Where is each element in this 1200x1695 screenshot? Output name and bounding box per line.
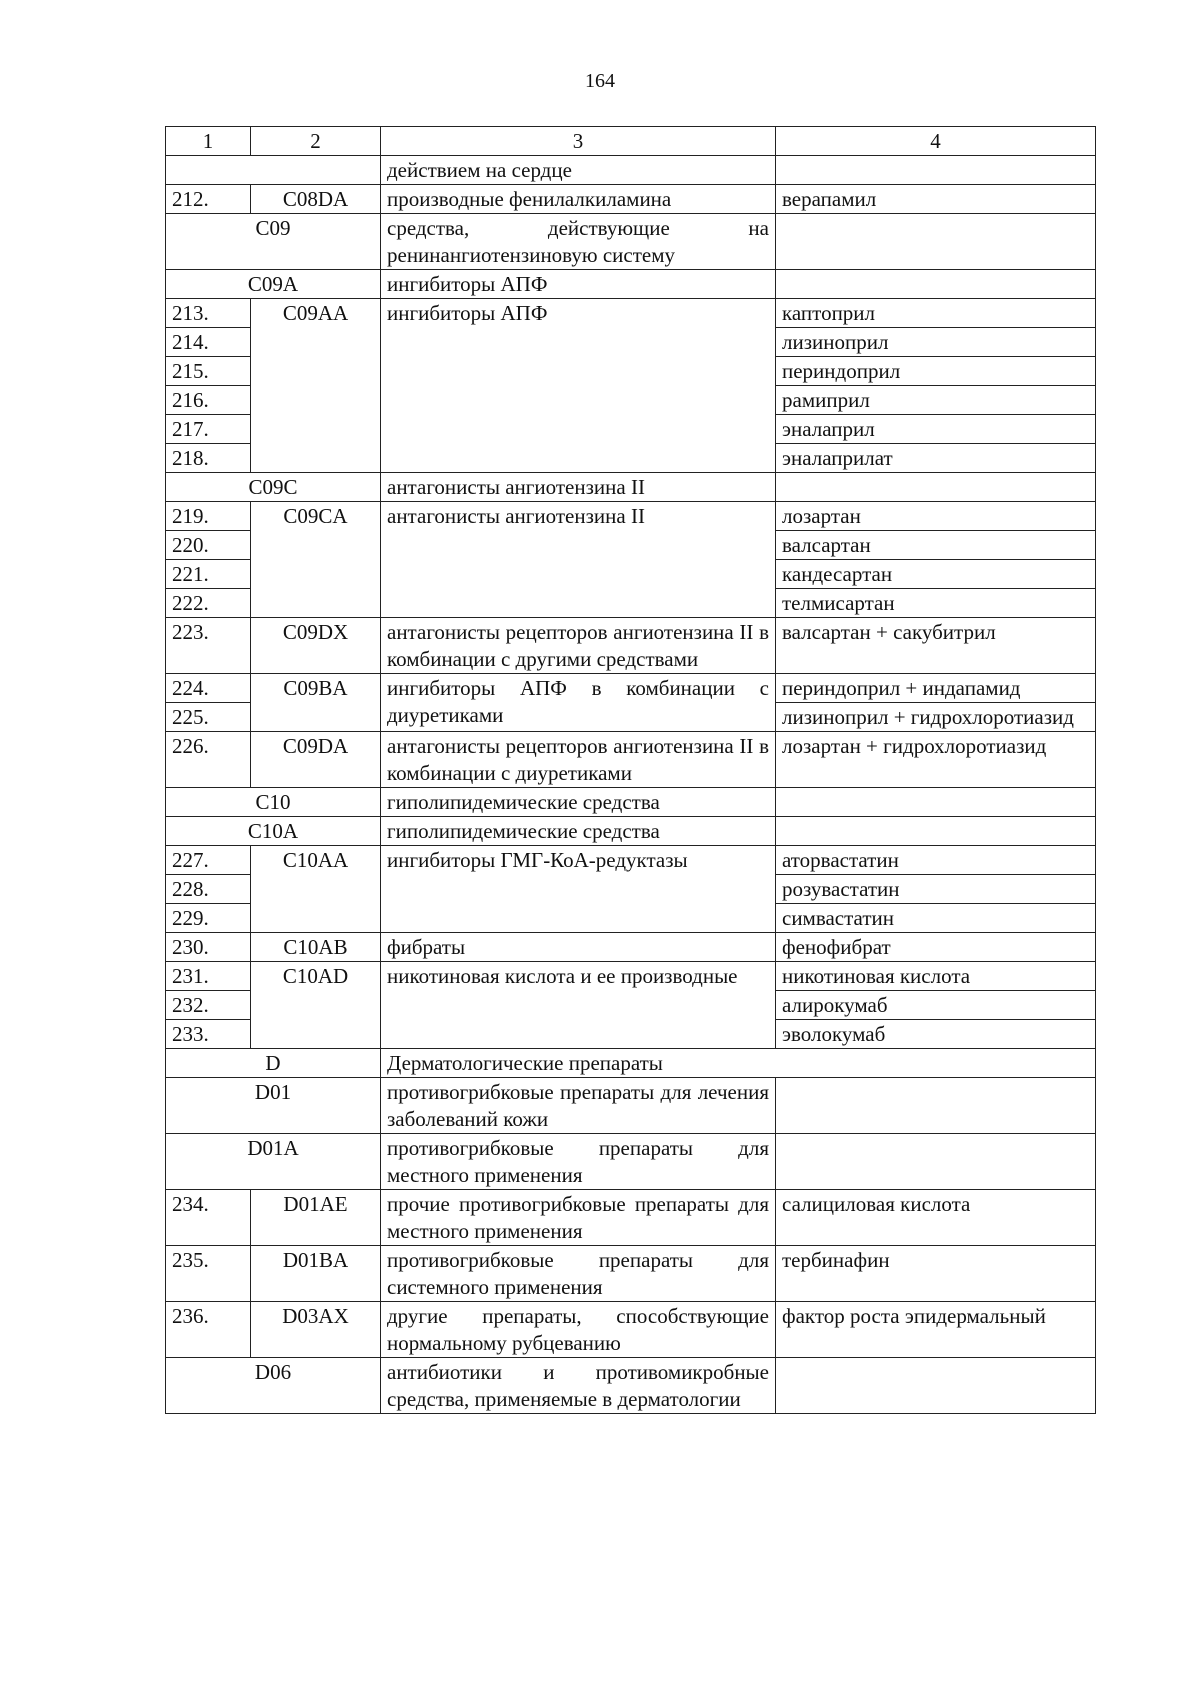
atc-code: C09AA (251, 299, 381, 473)
atc-code: D01BA (251, 1246, 381, 1302)
drug-name (776, 270, 1096, 299)
atc-code: C09BA (251, 674, 381, 732)
group-description: противогрибковые препараты для лечения заболеваний кожи (381, 1078, 776, 1134)
section-row (166, 473, 1096, 502)
table-row (166, 502, 1096, 531)
drug-name: салициловая кислота (776, 1190, 1096, 1246)
group-description: антагонисты ангиотензина II (381, 502, 776, 618)
drug-name: фактор роста эпидермальный (776, 1302, 1096, 1358)
atc-code: C09 (166, 214, 381, 270)
drug-name (776, 1134, 1096, 1190)
atc-code: C10A (166, 817, 381, 846)
atc-code: C10AA (251, 846, 381, 933)
section-row (166, 1049, 1096, 1078)
atc-code: D01A (166, 1134, 381, 1190)
atc-code: D (166, 1049, 381, 1078)
row-number: 216. (166, 386, 251, 415)
row-number: 221. (166, 560, 251, 589)
table-row (166, 962, 1096, 991)
group-description: антагонисты ангиотензина II (381, 473, 776, 502)
drug-name: валсартан (776, 531, 1096, 560)
row-number: 222. (166, 589, 251, 618)
atc-code: C09C (166, 473, 381, 502)
column-header: 1 (166, 127, 251, 156)
drug-name: валсартан + сакубитрил (776, 618, 1096, 674)
atc-code: D06 (166, 1358, 381, 1414)
table-row (166, 1246, 1096, 1302)
row-number: 219. (166, 502, 251, 531)
section-title: Дерматологические препараты (381, 1049, 1096, 1078)
row-number: 227. (166, 846, 251, 875)
drug-name (776, 1358, 1096, 1414)
group-description: ингибиторы АПФ (381, 270, 776, 299)
section-row (166, 788, 1096, 817)
section-row (166, 270, 1096, 299)
row-number: 226. (166, 732, 251, 788)
drug-name: кандесартан (776, 560, 1096, 589)
row-number: 229. (166, 904, 251, 933)
row-number: 231. (166, 962, 251, 991)
column-header: 4 (776, 127, 1096, 156)
drug-name: эналаприлат (776, 444, 1096, 473)
group-description: противогрибковые препараты для местного применения (381, 1134, 776, 1190)
drug-name: никотиновая кислота (776, 962, 1096, 991)
group-description: средства, действующие на ренинангиотензиновую систему (381, 214, 776, 270)
atc-code: D01 (166, 1078, 381, 1134)
drug-name: периндоприл (776, 357, 1096, 386)
row-number: 224. (166, 674, 251, 703)
atc-code: C09DX (251, 618, 381, 674)
drug-name (776, 817, 1096, 846)
table-row (166, 618, 1096, 674)
row-number: 234. (166, 1190, 251, 1246)
page-number: 164 (585, 70, 615, 92)
drug-name: аторвастатин (776, 846, 1096, 875)
atc-code: C09DA (251, 732, 381, 788)
section-row (166, 1078, 1096, 1134)
table-row (166, 299, 1096, 328)
row-number: 225. (166, 703, 251, 732)
empty-cell (166, 156, 381, 185)
atc-code: C10AD (251, 962, 381, 1049)
table-row (166, 1302, 1096, 1358)
group-description: ингибиторы АПФ (381, 299, 776, 473)
table-row (166, 156, 1096, 185)
drug-name: эволокумаб (776, 1020, 1096, 1049)
row-number: 232. (166, 991, 251, 1020)
row-number: 218. (166, 444, 251, 473)
drug-name: лизиноприл (776, 328, 1096, 357)
column-header: 3 (381, 127, 776, 156)
drug-name: периндоприл + индапамид (776, 674, 1096, 703)
atc-code: C09A (166, 270, 381, 299)
drug-name: верапамил (776, 185, 1096, 214)
row-number: 235. (166, 1246, 251, 1302)
drug-name (776, 1078, 1096, 1134)
group-description: прочие противогрибковые препараты для местного применения (381, 1190, 776, 1246)
drug-name (776, 788, 1096, 817)
column-header: 2 (251, 127, 381, 156)
drug-name (776, 214, 1096, 270)
atc-code: C08DA (251, 185, 381, 214)
drug-name: симвастатин (776, 904, 1096, 933)
table-row (166, 674, 1096, 703)
drug-name: каптоприл (776, 299, 1096, 328)
atc-code: D01AE (251, 1190, 381, 1246)
drug-name (776, 473, 1096, 502)
table-header-row (166, 127, 1096, 156)
table-body (166, 127, 1096, 1414)
group-description: никотиновая кислота и ее производные (381, 962, 776, 1049)
group-description: ингибиторы ГМГ-КоА-редуктазы (381, 846, 776, 933)
section-row (166, 1134, 1096, 1190)
drug-name: лозартан + гидрохлоротиазид (776, 732, 1096, 788)
drug-name: лозартан (776, 502, 1096, 531)
drug-name: фенофибрат (776, 933, 1096, 962)
group-description: производные фенилалкиламина (381, 185, 776, 214)
drug-name: эналаприл (776, 415, 1096, 444)
row-number: 220. (166, 531, 251, 560)
drug-name: розувастатин (776, 875, 1096, 904)
section-row (166, 1358, 1096, 1414)
atc-code: D03AX (251, 1302, 381, 1358)
row-number: 213. (166, 299, 251, 328)
row-number: 214. (166, 328, 251, 357)
row-number: 228. (166, 875, 251, 904)
drug-name (776, 156, 1096, 185)
group-description: антибиотики и противомикробные средства, применяемые в дерматологии (381, 1358, 776, 1414)
row-number: 212. (166, 185, 251, 214)
drug-name: алирокумаб (776, 991, 1096, 1020)
table-row (166, 1190, 1096, 1246)
group-description: противогрибковые препараты для системного применения (381, 1246, 776, 1302)
atc-code: C10 (166, 788, 381, 817)
table-row (166, 846, 1096, 875)
row-number: 230. (166, 933, 251, 962)
drug-name: рамиприл (776, 386, 1096, 415)
medication-table (165, 126, 1096, 1414)
drug-name: телмисартан (776, 589, 1096, 618)
table-row (166, 732, 1096, 788)
group-description: другие препараты, способствующие нормальному рубцеванию (381, 1302, 776, 1358)
row-number: 223. (166, 618, 251, 674)
table-row (166, 185, 1096, 214)
group-description: фибраты (381, 933, 776, 962)
group-description: антагонисты рецепторов ангиотензина II в комбинации с другими средствами (381, 618, 776, 674)
group-description: гиполипидемические средства (381, 817, 776, 846)
atc-code: C10AB (251, 933, 381, 962)
group-description: антагонисты рецепторов ангиотензина II в комбинации с диуретиками (381, 732, 776, 788)
atc-code: C09CA (251, 502, 381, 618)
row-number: 217. (166, 415, 251, 444)
table-row (166, 933, 1096, 962)
drug-name: лизиноприл + гидрохлоротиазид (776, 703, 1096, 732)
group-description: действием на сердце (381, 156, 776, 185)
drug-name: тербинафин (776, 1246, 1096, 1302)
row-number: 215. (166, 357, 251, 386)
row-number: 233. (166, 1020, 251, 1049)
group-description: ингибиторы АПФ в комбинации с диуретиками (381, 674, 776, 732)
section-row (166, 817, 1096, 846)
section-row (166, 214, 1096, 270)
row-number: 236. (166, 1302, 251, 1358)
group-description: гиполипидемические средства (381, 788, 776, 817)
